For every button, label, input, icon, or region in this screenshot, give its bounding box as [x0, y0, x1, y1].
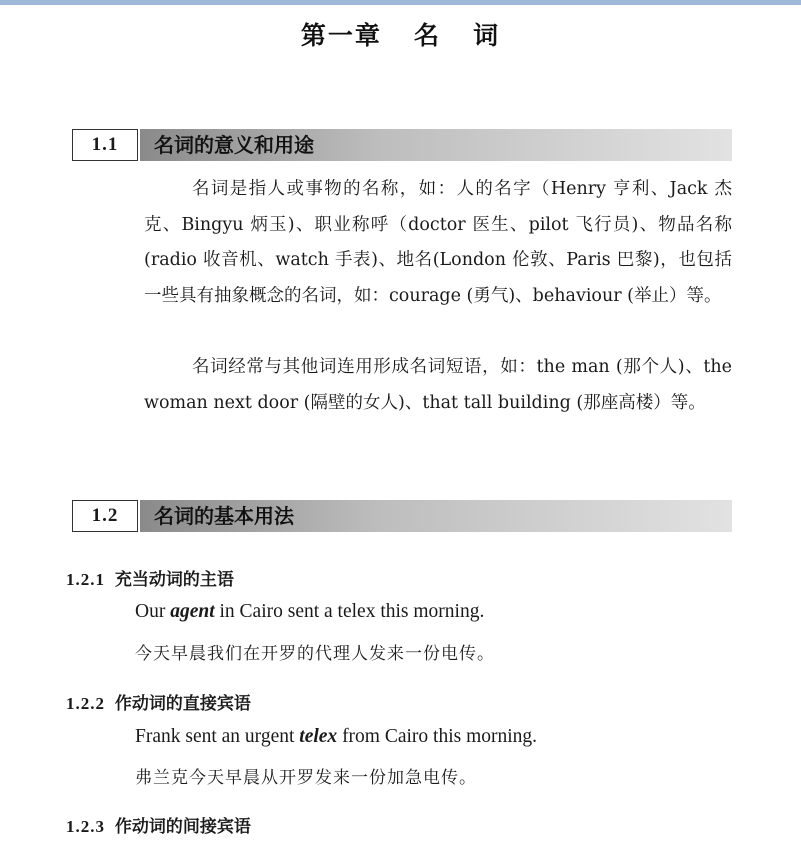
subsection-title: 作动词的间接宾语	[114, 817, 251, 837]
top-border	[0, 0, 801, 5]
subsection-heading-1-2-3	[66, 812, 251, 837]
subsection-number: 1.2.1	[66, 570, 105, 589]
example-chinese: 弗兰克今天早晨从开罗发来一份加急电传。	[135, 768, 477, 788]
example-text: from Cairo this morning.	[337, 726, 538, 747]
example-text: Our	[135, 601, 171, 622]
subsection-title: 作动词的直接宾语	[114, 694, 251, 714]
subsection-number: 1.2.2	[66, 694, 105, 713]
example-english	[135, 601, 484, 623]
section-number: 1.1	[72, 129, 138, 161]
example-chinese: 今天早晨我们在开罗的代理人发来一份电传。	[135, 644, 495, 664]
paragraph-noun-definition: 名词是指人或事物的名称，如：人的名字（Henry 亨利、Jack 杰克、Bingyu 炳玉)、职业称呼（doctor 医生、pilot 飞行员)、物品名称(radio 收音机、watch 手表)、地名(London 伦敦、Paris 巴黎)，也包括一些具有抽象概念的名词，如：courage (勇气)、behaviour (举止）等。	[144, 179, 732, 306]
subsection-number: 1.2.3	[66, 817, 105, 836]
example-text: Frank sent an urgent	[135, 726, 300, 747]
key-noun: telex	[299, 726, 338, 747]
section-title: 名词的基本用法	[154, 504, 294, 528]
paragraph-noun-phrases: 名词经常与其他词连用形成名词短语，如：the man (那个人)、the woman next door (隔壁的女人)、that tall building (那座高楼）等。	[144, 357, 732, 413]
key-noun: agent	[170, 601, 215, 622]
section-header-1-2	[72, 500, 732, 536]
subsection-title: 充当动词的主语	[114, 570, 234, 590]
section-number: 1.2	[72, 500, 138, 532]
section-title: 名词的意义和用途	[154, 133, 314, 157]
subsection-heading-1-2-2	[66, 689, 251, 714]
example-english	[135, 726, 537, 748]
section-header-1-1	[72, 129, 732, 165]
subsection-heading-1-2-1	[66, 565, 234, 590]
example-text: in Cairo sent a telex this morning.	[214, 601, 485, 622]
chapter-title: 第一章 名 词	[300, 21, 501, 50]
